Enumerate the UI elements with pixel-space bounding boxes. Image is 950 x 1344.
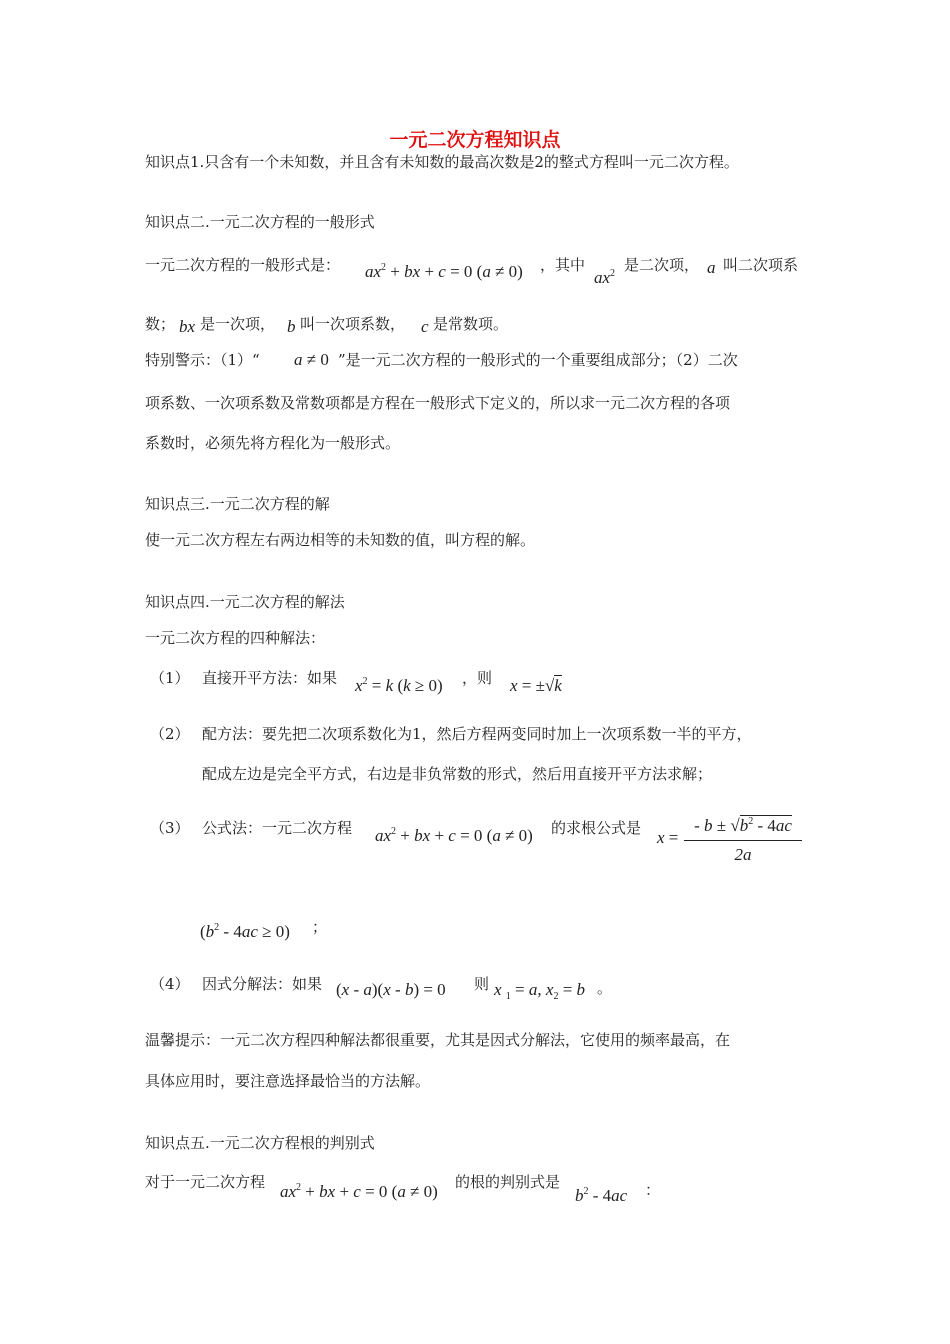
kp2-line2-c: 叫一次项系数， bbox=[300, 315, 406, 333]
kp3-heading: 知识点三.一元二次方程的解 bbox=[145, 495, 330, 513]
method3-equation: $ax^2$ + bx + c = 0 (a ≠ 0) bbox=[375, 826, 533, 845]
kp2-line1-a: 一元二次方程的一般形式是： bbox=[145, 256, 341, 274]
kp5-line-a: 对于一元二次方程 bbox=[145, 1173, 266, 1191]
method1-result: x = ±√k bbox=[510, 676, 562, 695]
method3-x-equals: x = bbox=[657, 828, 679, 847]
method2-line1: 配方法：要先把二次项系数化为1，然后方程两变同时加上一次项系数一半的平方， bbox=[202, 725, 752, 743]
kp2-line2-a: 数； bbox=[145, 315, 176, 333]
kp2-line2-b: 是一次项， bbox=[200, 315, 276, 333]
var-b: b bbox=[287, 317, 296, 336]
method3-text-b: 的求根公式是 bbox=[551, 819, 642, 837]
kp2-line1-c: 是二次项， bbox=[624, 256, 700, 274]
method2-line2: 配成左边是完全平方式，右边是非负常数的形式，然后用直接开平方法求解； bbox=[202, 765, 713, 783]
discriminant-condition: $(b^2 - 4ac \ge 0)$ bbox=[200, 922, 290, 941]
method1-text-b: ，则 bbox=[462, 669, 493, 687]
method3-text-a: 公式法：一元二次方程 bbox=[202, 819, 353, 837]
kp4-intro: 一元二次方程的四种解法： bbox=[145, 629, 326, 647]
method1-condition: $x^2 = k$ (k ≥ 0) bbox=[355, 676, 443, 695]
kp2-line1-b: ，其中 bbox=[540, 256, 586, 274]
kp5-end: ： bbox=[645, 1181, 661, 1199]
page-title: 一元二次方程知识点 bbox=[389, 129, 561, 151]
kp3-body: 使一元二次方程左右两边相等的未知数的值，叫方程的解。 bbox=[145, 531, 536, 549]
kp4-heading: 知识点四.一元二次方程的解法 bbox=[145, 593, 345, 611]
kp1-text: 知识点1.只含有一个未知数，并且含有未知数的最高次数是2的整式方程叫一元二次方程。 bbox=[145, 153, 739, 171]
method4-number: （4） bbox=[150, 975, 190, 993]
method3-end: ； bbox=[312, 918, 328, 936]
a-neq-0: a ≠ 0 bbox=[294, 350, 329, 369]
kp5-heading: 知识点五.一元二次方程根的判别式 bbox=[145, 1134, 375, 1152]
method3-number: （3） bbox=[150, 819, 190, 837]
kp2-line2-d: 是常数项。 bbox=[433, 315, 509, 333]
method2-number: （2） bbox=[150, 725, 190, 743]
term-bx: bx bbox=[179, 317, 196, 336]
tip-line2: 具体应用时，要注意选择最恰当的方法解。 bbox=[145, 1072, 431, 1090]
method4-factored: (x - a)(x - b) = 0 bbox=[336, 980, 446, 999]
kp5-equation: $ax^2$ + bx + c = 0 (a ≠ 0) bbox=[280, 1182, 438, 1201]
method4-end: 。 bbox=[597, 979, 613, 997]
quadratic-formula bbox=[684, 812, 802, 865]
method1-text-a: 直接开平方法：如果 bbox=[202, 669, 338, 687]
fraction-bar bbox=[684, 840, 802, 841]
var-c: c bbox=[421, 317, 429, 336]
method4-roots: x $_1$ = a, $x_2 = b$ bbox=[494, 980, 586, 1002]
kp2-heading: 知识点二.一元二次方程的一般形式 bbox=[145, 213, 375, 231]
general-form-formula: $ax^2$ + bx + c = 0 (a ≠ 0) bbox=[365, 262, 523, 281]
var-a: a bbox=[707, 258, 716, 277]
formula-denominator: 2a bbox=[734, 845, 752, 864]
method4-text-a: 因式分解法：如果 bbox=[202, 975, 323, 993]
kp2-note1-b: ”是一元二次方程的一般形式的一个重要组成部分；（2）二次 bbox=[338, 351, 738, 369]
formula-numerator: - $b \pm √b^2 - 4ac$ bbox=[694, 816, 792, 835]
method4-text-b: 则 bbox=[474, 975, 490, 993]
kp2-line1-d: 叫二次项系 bbox=[723, 256, 799, 274]
quadratic-term-formula: $ax^2$ bbox=[594, 268, 616, 287]
method1-number: （1） bbox=[150, 669, 190, 687]
tip-line1: 温馨提示：一元二次方程四种解法都很重要，尤其是因式分解法，它使用的频率最高，在 bbox=[145, 1031, 731, 1049]
kp2-note3: 系数时，必须先将方程化为一般形式。 bbox=[145, 434, 401, 452]
kp2-note1-a: 特别警示：（1）“ bbox=[145, 351, 260, 369]
kp2-note2: 项系数、一次项系数及常数项都是方程在一般形式下定义的，所以求一元二次方程的各项 bbox=[145, 394, 731, 412]
kp5-line-b: 的根的判别式是 bbox=[455, 1173, 561, 1191]
discriminant: $b^2 - 4ac$ bbox=[575, 1186, 628, 1205]
